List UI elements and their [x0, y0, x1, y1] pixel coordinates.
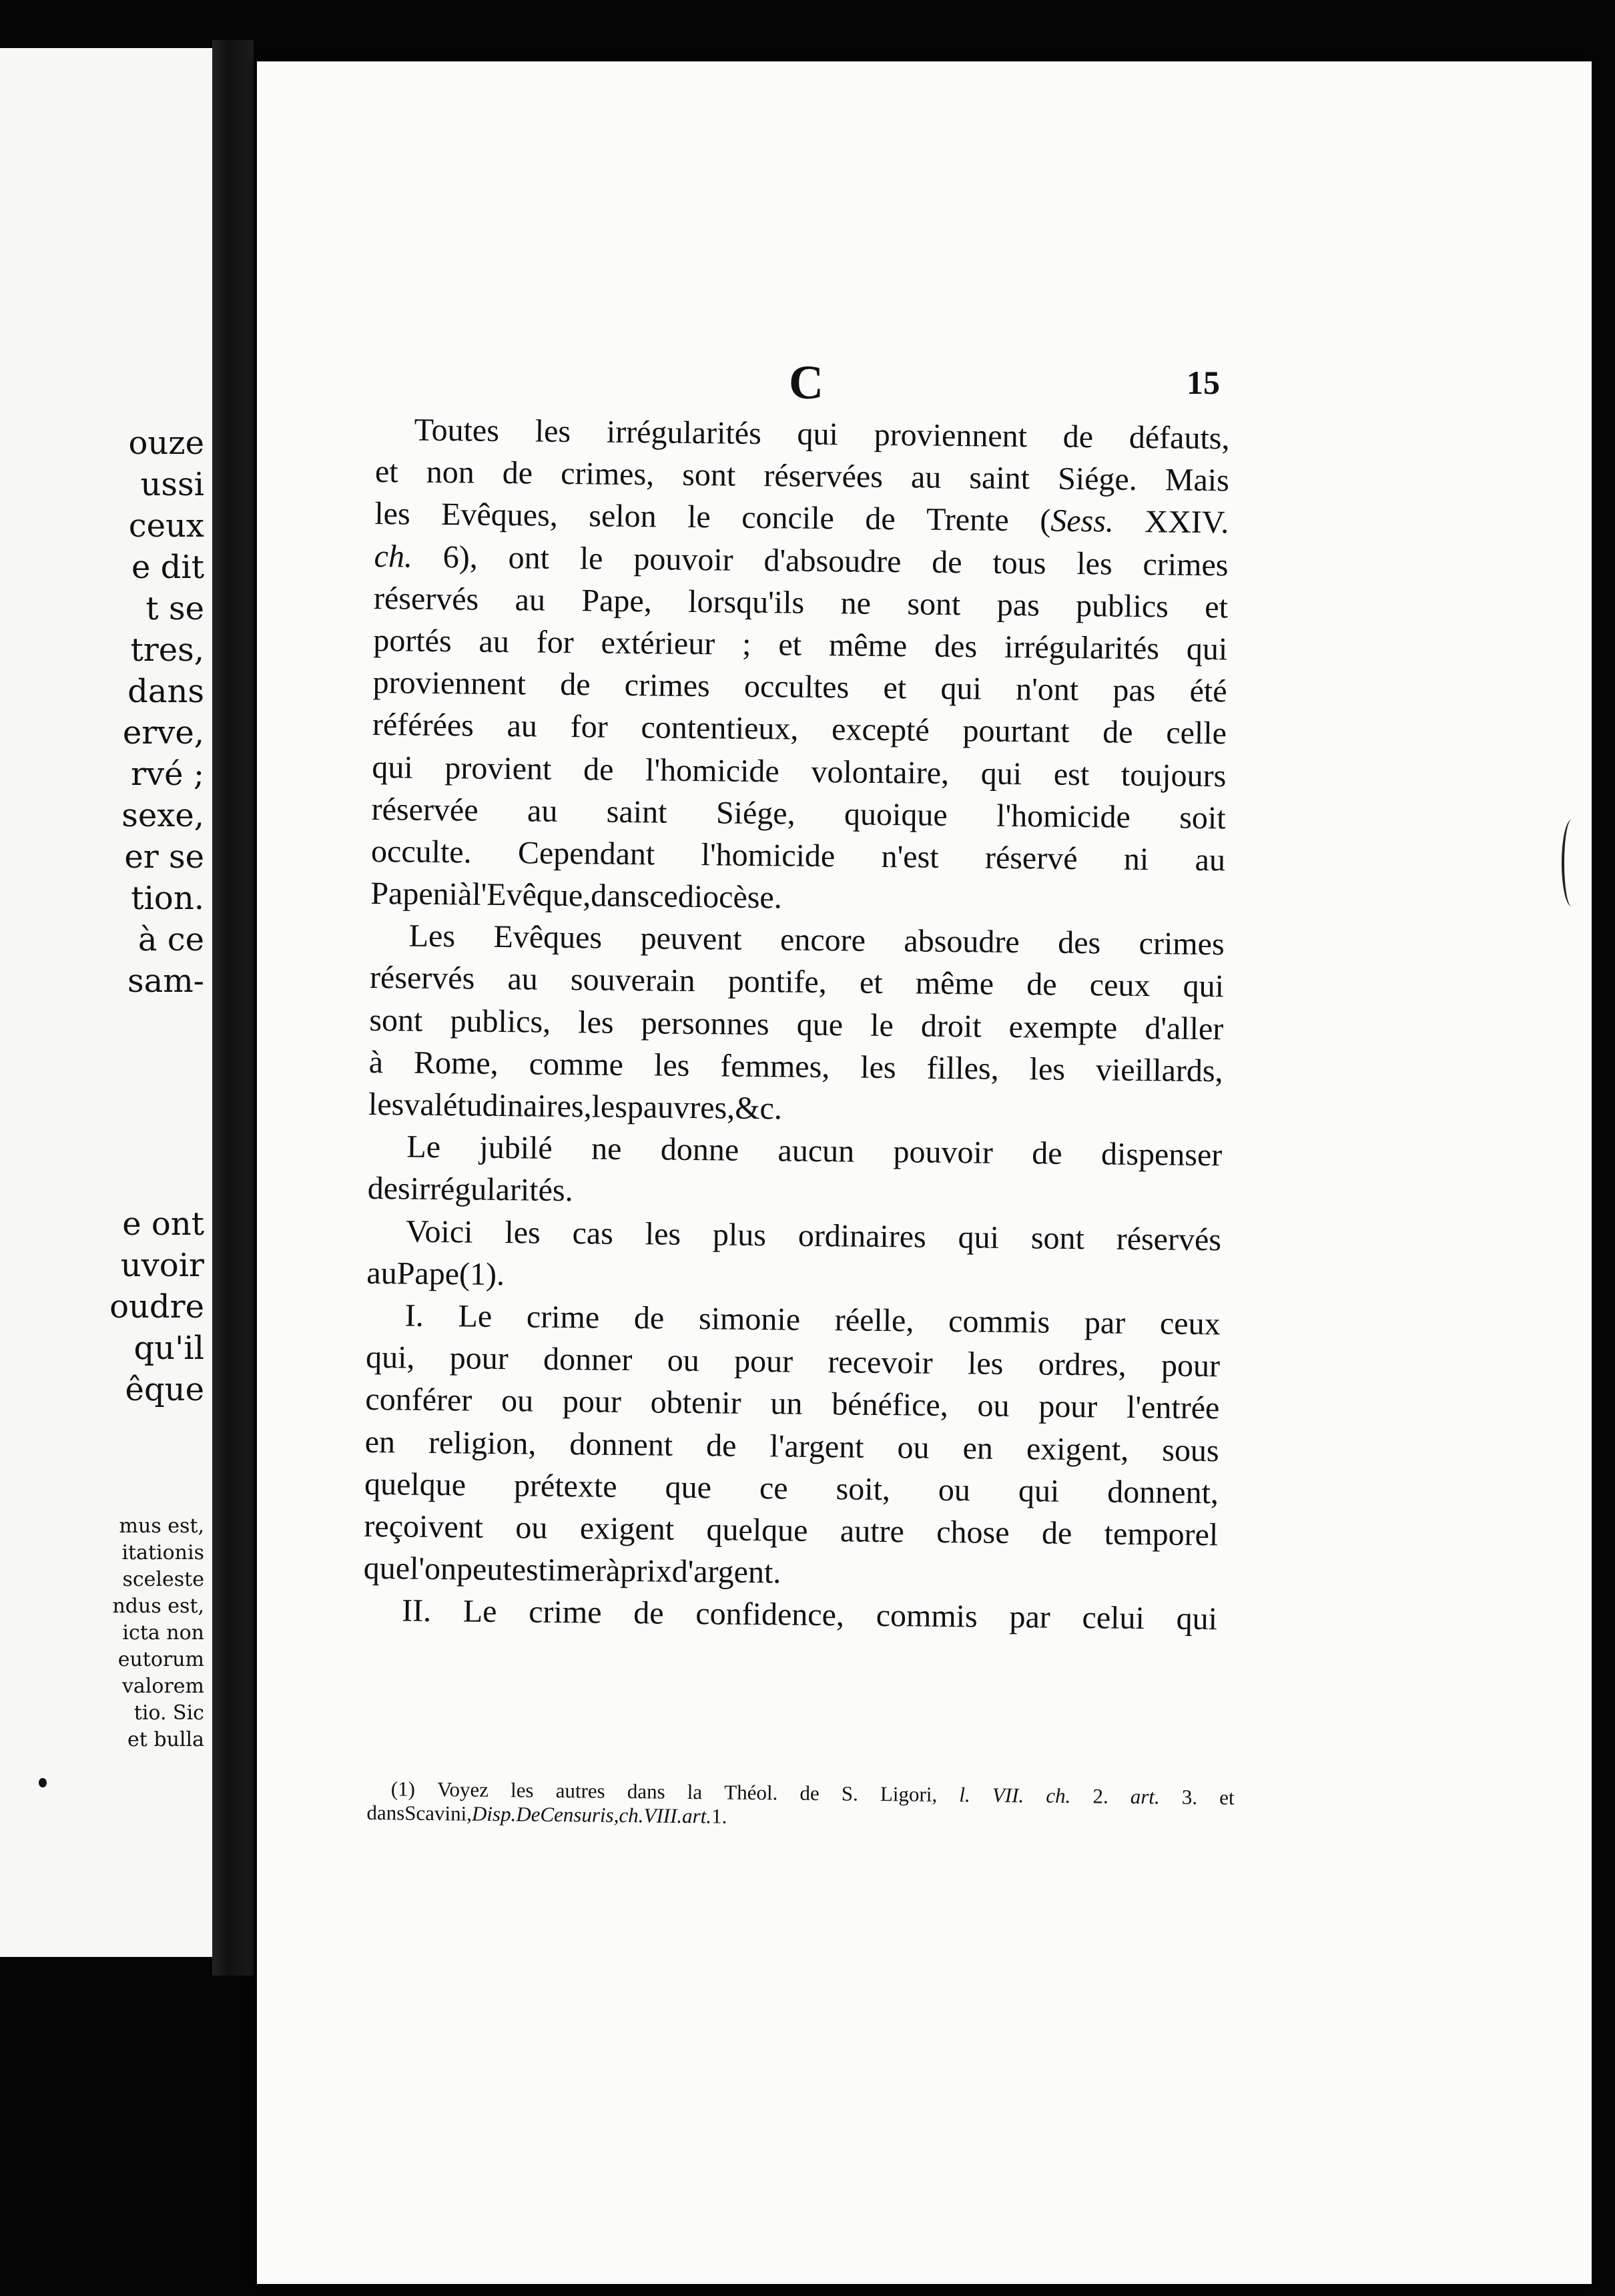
text-line: Pape ni à l'Evêque, dans ce diocèse. — [370, 876, 783, 916]
left-text-line: ouze — [128, 424, 204, 462]
left-text-line: rvé ; — [131, 756, 204, 793]
left-text-line: t se — [145, 590, 204, 627]
text-line: Voici les cas les plus ordinaires qui sont réservés — [405, 1213, 1222, 1257]
text-line: les valétudinaires, les pauvres, &c. — [368, 1086, 783, 1127]
left-note-line: ndus est, — [112, 1595, 204, 1618]
text-line: Les Evêques peuvent encore absoudre des crimes — [408, 918, 1225, 962]
left-text-line: e dit — [131, 549, 204, 586]
left-text-line: er se — [124, 838, 204, 876]
text-line: conférer ou pour obtenir un bénéfice, ou pour l'entrée — [365, 1382, 1220, 1426]
left-text-line: e ont — [122, 1205, 204, 1243]
text-line: reçoivent ou exigent quelque autre chose de temporel — [364, 1508, 1219, 1553]
text-line: ch. 6), ont le pouvoir d'absoudre de tous les crimes — [374, 538, 1229, 583]
text-line: occulte. Cependant l'homicide n'est réservé ni au — [370, 833, 1226, 878]
left-text-line: qu'il — [133, 1330, 204, 1367]
text-line: portés au for extérieur ; et même des irrégularités qui — [373, 622, 1228, 667]
text-line: réservés au Pape, lorsqu'ils ne sont pas publics et — [373, 580, 1229, 625]
left-text-line: êque — [125, 1371, 204, 1408]
text-line: proviennent de crimes occultes et qui n'ont pas été — [372, 665, 1227, 709]
text-line: sont publics, les personnes que le droit exempte d'aller — [369, 1002, 1224, 1047]
previous-page-fragment — [0, 48, 214, 1957]
text-line: qui, pour donner ou pour recevoir les ordres, pour — [365, 1340, 1221, 1384]
text-line: réservée au saint Siége, quoique l'homicide soit — [371, 791, 1226, 836]
ink-dot — [39, 1778, 47, 1787]
left-note-line: et bulla — [127, 1728, 204, 1751]
left-note-line: mus est, — [119, 1514, 204, 1538]
text-line: réservés au souverain pontife, et même de ceux qui — [369, 960, 1225, 1005]
left-text-line: ussi — [140, 466, 204, 503]
text-line: les Evêques, selon le concile de Trente (Sess. XXIV. — [374, 496, 1229, 541]
left-text-line: tres, — [130, 631, 204, 669]
footnote — [366, 1777, 1235, 1834]
left-text-line: dans — [127, 673, 204, 710]
text-line: au Pape (1). — [366, 1255, 505, 1292]
signature-mark: C — [789, 356, 824, 409]
page-edge-mark — [1562, 820, 1582, 906]
left-text-line: à ce — [137, 921, 204, 958]
text-line: en religion, donnent de l'argent ou en exigent, sous — [364, 1424, 1219, 1468]
left-text-line: uvoir — [120, 1247, 204, 1284]
text-line: Toutes les irrégularités qui proviennent de défauts, — [414, 412, 1230, 457]
footnote-line: dans Scavini, Disp. De Censuris, ch. VIII. art. 1. — [366, 1800, 727, 1828]
left-note-line: eutorum — [117, 1648, 204, 1671]
footnote-line: (1) Voyez les autres dans la Théol. de S. Ligori, l. VII. ch. 2. art. 3. et — [390, 1777, 1235, 1809]
left-note-line: sceleste — [122, 1568, 204, 1591]
left-note-line: icta non — [122, 1621, 204, 1645]
left-text-line: erve, — [122, 714, 204, 752]
left-text-line: tion. — [131, 880, 204, 917]
page-number: 15 — [1187, 364, 1220, 401]
left-text-line: sexe, — [121, 797, 204, 834]
binding-shadow — [212, 40, 254, 1976]
text-line: et non de crimes, sont réservées au saint Siége. Mais — [374, 454, 1230, 499]
text-line: I. Le crime de simonie réelle, commis par ceux — [404, 1298, 1221, 1342]
text-line: référées au for contentieux, excepté pourtant de celle — [372, 707, 1227, 752]
text-line: des irrégularités. — [367, 1171, 573, 1209]
text-line: quelque prétexte que ce soit, ou qui donnent, — [364, 1466, 1219, 1511]
left-text-line: sam- — [127, 962, 204, 1000]
text-line: à Rome, comme les femmes, les filles, les vieillards, — [368, 1044, 1223, 1089]
left-text-line: oudre — [109, 1288, 204, 1326]
left-note-line: tio. Sic — [133, 1701, 204, 1725]
book-page — [257, 61, 1592, 2284]
text-line: que l'on peut estimer à prix d'argent. — [363, 1550, 781, 1591]
text-line: qui provient de l'homicide volontaire, qui est toujours — [372, 749, 1227, 794]
left-text-line: ceux — [128, 507, 204, 545]
left-note-line: valorem — [121, 1675, 204, 1698]
left-note-line: itationis — [121, 1541, 204, 1564]
body-text — [363, 408, 1230, 1641]
text-line: Le jubilé ne donne aucun pouvoir de dispenser — [406, 1129, 1223, 1173]
text-line: II. Le crime de confidence, commis par celui qui — [401, 1593, 1218, 1637]
